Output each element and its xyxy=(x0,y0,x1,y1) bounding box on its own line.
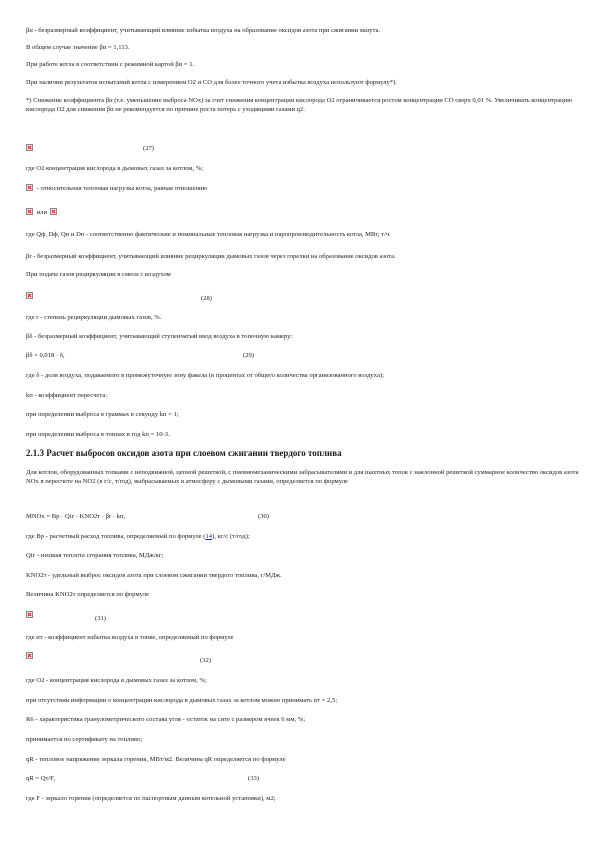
paragraph: где O2 концентрация кислорода в дымовых газах за котлом, %; xyxy=(26,165,204,172)
paragraph: βδ = 0,018 · δ, xyxy=(26,352,65,359)
paragraph: KNO2т - удельный выброс оксидов азота при слоевом сжигании твердого топлива, г/МДж. xyxy=(26,572,282,579)
paragraph-text: где Bр - расчетный расход топлива, определяемый по формуле ( xyxy=(26,533,206,540)
formula-14-link[interactable]: 14 xyxy=(205,533,213,540)
formula-row xyxy=(26,144,581,153)
paragraph: при определении выброса в граммах в секунду kп = 1; xyxy=(26,411,179,418)
broken-image-icon xyxy=(50,208,57,215)
formula-text: MNOх = Bр · Qiг · KNO2т · βr · kп, xyxy=(26,513,126,520)
equation-number: (29) xyxy=(243,352,254,359)
broken-image-icon xyxy=(26,652,33,659)
paragraph: R6 - характеристика гранулометрического состава угля - остаток на сите с размером ячеек 6 мм, %; xyxy=(26,716,306,723)
paragraph: где αт - коэффициент избытка воздуха в топке, определяемый по формуле xyxy=(26,634,234,641)
footnote-paragraph: *) Снижение коэффициента βα (т.е. уменьшение выброса NOх) за счет снижения концентрации кислорода O2 ограничивается ростом концентрации CO сверх 0,01 %. Увеличивать концентрацию кислорода O2 для снижения βα не рекомендуется по причине роста потерь с уходящими газами q2. xyxy=(26,97,573,113)
equation-number: (30) xyxy=(258,513,269,520)
paragraph-with-formula xyxy=(26,184,581,193)
paragraph: βα - безразмерный коэффициент, учитывающий влияние избытка воздуха на образование оксидов азота при сжигании мазута. xyxy=(26,27,381,34)
paragraph: где Qф, Dф, Qн и Dн - соответственно фактические и номинальные тепловая нагрузка и паропроизводительность котла, МВт, т/ч. xyxy=(26,231,391,238)
paragraph: где δ - доля воздуха, подаваемого в промежуточную зону факела (в процентах от общего количества организованного воздуха); xyxy=(26,372,384,379)
equation-number: (32) xyxy=(200,657,211,664)
formula-row xyxy=(26,208,581,217)
paragraph: При подаче газов рециркуляции в смеси с воздухом xyxy=(26,271,171,278)
paragraph-text: - относительная тепловая нагрузка котла, равная отношению xyxy=(36,185,208,192)
paragraph: при отсутствии информации о концентрации кислорода в дымовых газах за котлом можно принимать αт = 2,5; xyxy=(26,697,338,704)
formula-row xyxy=(26,292,581,301)
equation-number: (27) xyxy=(143,145,154,152)
equation-number: (33) xyxy=(248,775,259,782)
section-heading: 2.1.3 Расчет выбросов оксидов азота при слоевом сжигании твердого топлива xyxy=(26,448,342,458)
paragraph: при определении выброса в тоннах в год kп = 10-3. xyxy=(26,431,170,438)
paragraph: Величина KNO2т определяется по формуле xyxy=(26,591,149,598)
broken-image-icon xyxy=(26,184,33,191)
paragraph: В общем случае значение βα = 1,113. xyxy=(26,44,130,51)
paragraph: где F - зеркало горения (определяется по паспортным данным котельной установки), м2; xyxy=(26,795,276,802)
paragraph-text: ), кг/с (т/год); xyxy=(212,533,250,540)
broken-image-icon xyxy=(26,292,33,299)
paragraph xyxy=(26,532,581,541)
paragraph: Для котлов, оборудованных топками с неподвижной, цепной решеткой, с пневмомеханическими забрасывателями и для шахтных топок с наклонной решеткой суммарное количество оксидов азота NOх в пересчете на NO2 (в г/с, т/год), выбрасываемых в атмосферу с дымовыми газами, определяется по формуле xyxy=(26,469,579,485)
formula-text: qR = Qт/F, xyxy=(26,775,55,782)
broken-image-icon xyxy=(26,611,33,618)
paragraph: kп - коэффициент пересчета: xyxy=(26,392,108,399)
broken-image-icon xyxy=(26,208,33,215)
paragraph: βδ - безразмерный коэффициент, учитывающий ступенчатый ввод воздуха в топочную камеру: xyxy=(26,333,293,340)
paragraph: принимается по сертификату на топливо; xyxy=(26,736,143,743)
broken-image-icon xyxy=(26,144,33,151)
paragraph: При работе котла в соответствии с режимной картой βα = 1. xyxy=(26,61,195,68)
paragraph: Qiг - низшая теплота сгорания топлива, МДж/кг; xyxy=(26,552,164,559)
equation-number: (28) xyxy=(201,295,212,302)
formula-row xyxy=(26,652,581,661)
paragraph: где O2 - концентрация кислорода в дымовых газах за котлом, %; xyxy=(26,677,207,684)
paragraph: qR - тепловое напряжение зеркала горения, МВт/м2. Величина qR определяется по формуле xyxy=(26,756,286,763)
paragraph: βr - безразмерный коэффициент, учитывающий влияние рециркуляции дымовых газов через горелки на образование оксидов азота. xyxy=(26,253,396,260)
formula-row xyxy=(26,611,581,620)
or-text: или xyxy=(36,209,48,216)
paragraph: где r - степень рециркуляции дымовых газов, %. xyxy=(26,314,162,321)
paragraph: При наличии результатов испытаний котла с измерением O2 и CO для более точного учета избытка воздуха используют формулу*). xyxy=(26,79,397,86)
equation-number: (31) xyxy=(95,615,106,622)
